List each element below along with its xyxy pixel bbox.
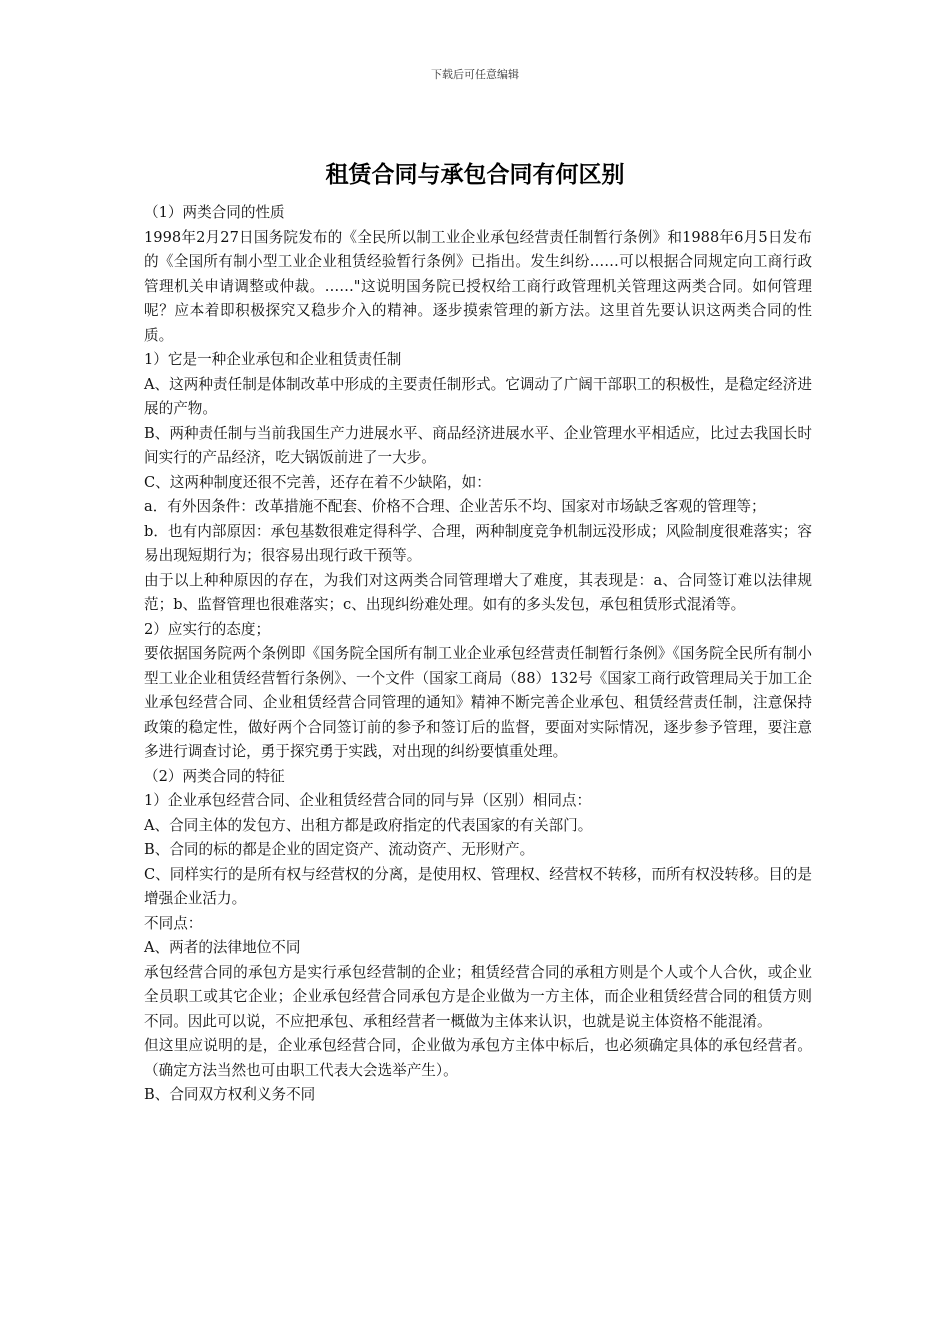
paragraph: 但这里应说明的是，企业承包经营合同，企业做为承包方主体中标后，也必须确定具体的承包经营者。（确定方法当然也可由职工代表大会选举产生）。 — [144, 1037, 812, 1079]
paragraph: C、同样实行的是所有权与经营权的分离，是使用权、管理权、经营权不转移，而所有权没转移。目的是增强企业活力。 — [144, 865, 812, 907]
section-heading: （2）两类合同的特征 — [144, 767, 285, 785]
paragraph: 由于以上种种原因的存在，为我们对这两类合同管理增大了难度，其表现是：a、合同签订难以法律规范；b、监督管理也很难落实；c、出现纠纷难处理。如有的多头发包，承包租赁形式混淆等。 — [144, 571, 812, 613]
subsection-heading: 1）企业承包经营合同、企业租赁经营合同的同与异（区别）相同点： — [144, 792, 592, 809]
paragraph: b．也有内部原因：承包基数很难定得科学、合理，两种制度竞争机制远没形成；风险制度很难落实；容易出现短期行为；很容易出现行政干预等。 — [144, 522, 812, 564]
paragraph: 承包经营合同的承包方是实行承包经营制的企业；租赁经营合同的承租方则是个人或个人合伙，或企业全员职工或其它企业；企业承包经营合同承包方是企业做为一方主体，而企业租赁经营合同的租赁方则不同。因此可以说，不应把承包、承租经营者一概做为主体来认识，也就是说主体资格不能混淆。 — [144, 963, 812, 1030]
paragraph: A、这两种责任制是体制改革中形成的主要责任制形式。它调动了广阔干部职工的积极性，是稳定经济进展的产物。 — [144, 375, 812, 417]
paragraph: 不同点： — [144, 914, 203, 932]
page-header-note: 下载后可任意编辑 — [431, 68, 519, 81]
document-title: 租赁合同与承包合同有何区别 — [325, 162, 625, 188]
paragraph: A、合同主体的发包方、出租方都是政府指定的代表国家的有关部门。 — [144, 816, 593, 834]
paragraph: a．有外因条件：改革措施不配套、价格不合理、企业苦乐不均、国家对市场缺乏客观的管理等； — [144, 498, 766, 515]
paragraph: C、这两种制度还很不完善，还存在着不少缺陷，如： — [144, 473, 491, 491]
paragraph: 要依据国务院两个条例即《国务院全国所有制工业企业承包经营责任制暂行条例》《国务院全民所有制小型工业企业租赁经营暂行条例》、一个文件（国家工商局（88）132号《国家工商行政管理局关于加工企业承包经营合同、企业租赁经营合同管理的通知》精神不断完善企业承包、租赁经营责任制，注意保持政策的稳定性，做好两个合同签订前的参予和签订后的监督，要面对实际情况，逐步参予管理，要注意多进行调查讨论，勇于探究勇于实践，对出现的纠纷要慎重处理。 — [144, 645, 812, 760]
document-body — [144, 201, 812, 1108]
paragraph: 1998年2月27日国务院发布的《全民所以制工业企业承包经营责任制暂行条例》和1988年6月5日发布的《全国所有制小型工业企业租赁经验暂行条例》已指出。发生纠纷……可以根据合同规定向工商行政管理机关申请调整或仲裁。……"这说明国务院已授权给工商行政管理机关管理这两类合同。如何管理呢？应本着即积极探究又稳步介入的精神。逐步摸索管理的新方法。这里首先要认识这两类合同的性质。 — [144, 228, 812, 344]
paragraph: B、两种责任制与当前我国生产力进展水平、商品经济进展水平、企业管理水平相适应，比过去我国长时间实行的产品经济，吃大锅饭前进了一大步。 — [144, 424, 812, 466]
paragraph: A、两者的法律地位不同 — [144, 939, 301, 956]
subsection-heading: 2）应实行的态度； — [144, 620, 271, 638]
paragraph: B、合同的标的都是企业的固定资产、流动资产、无形财产。 — [144, 841, 535, 858]
section-heading: （1）两类合同的性质 — [144, 204, 285, 221]
paragraph: B、合同双方权利义务不同 — [144, 1086, 316, 1103]
subsection-heading: 1）它是一种企业承包和企业租赁责任制 — [144, 351, 402, 368]
